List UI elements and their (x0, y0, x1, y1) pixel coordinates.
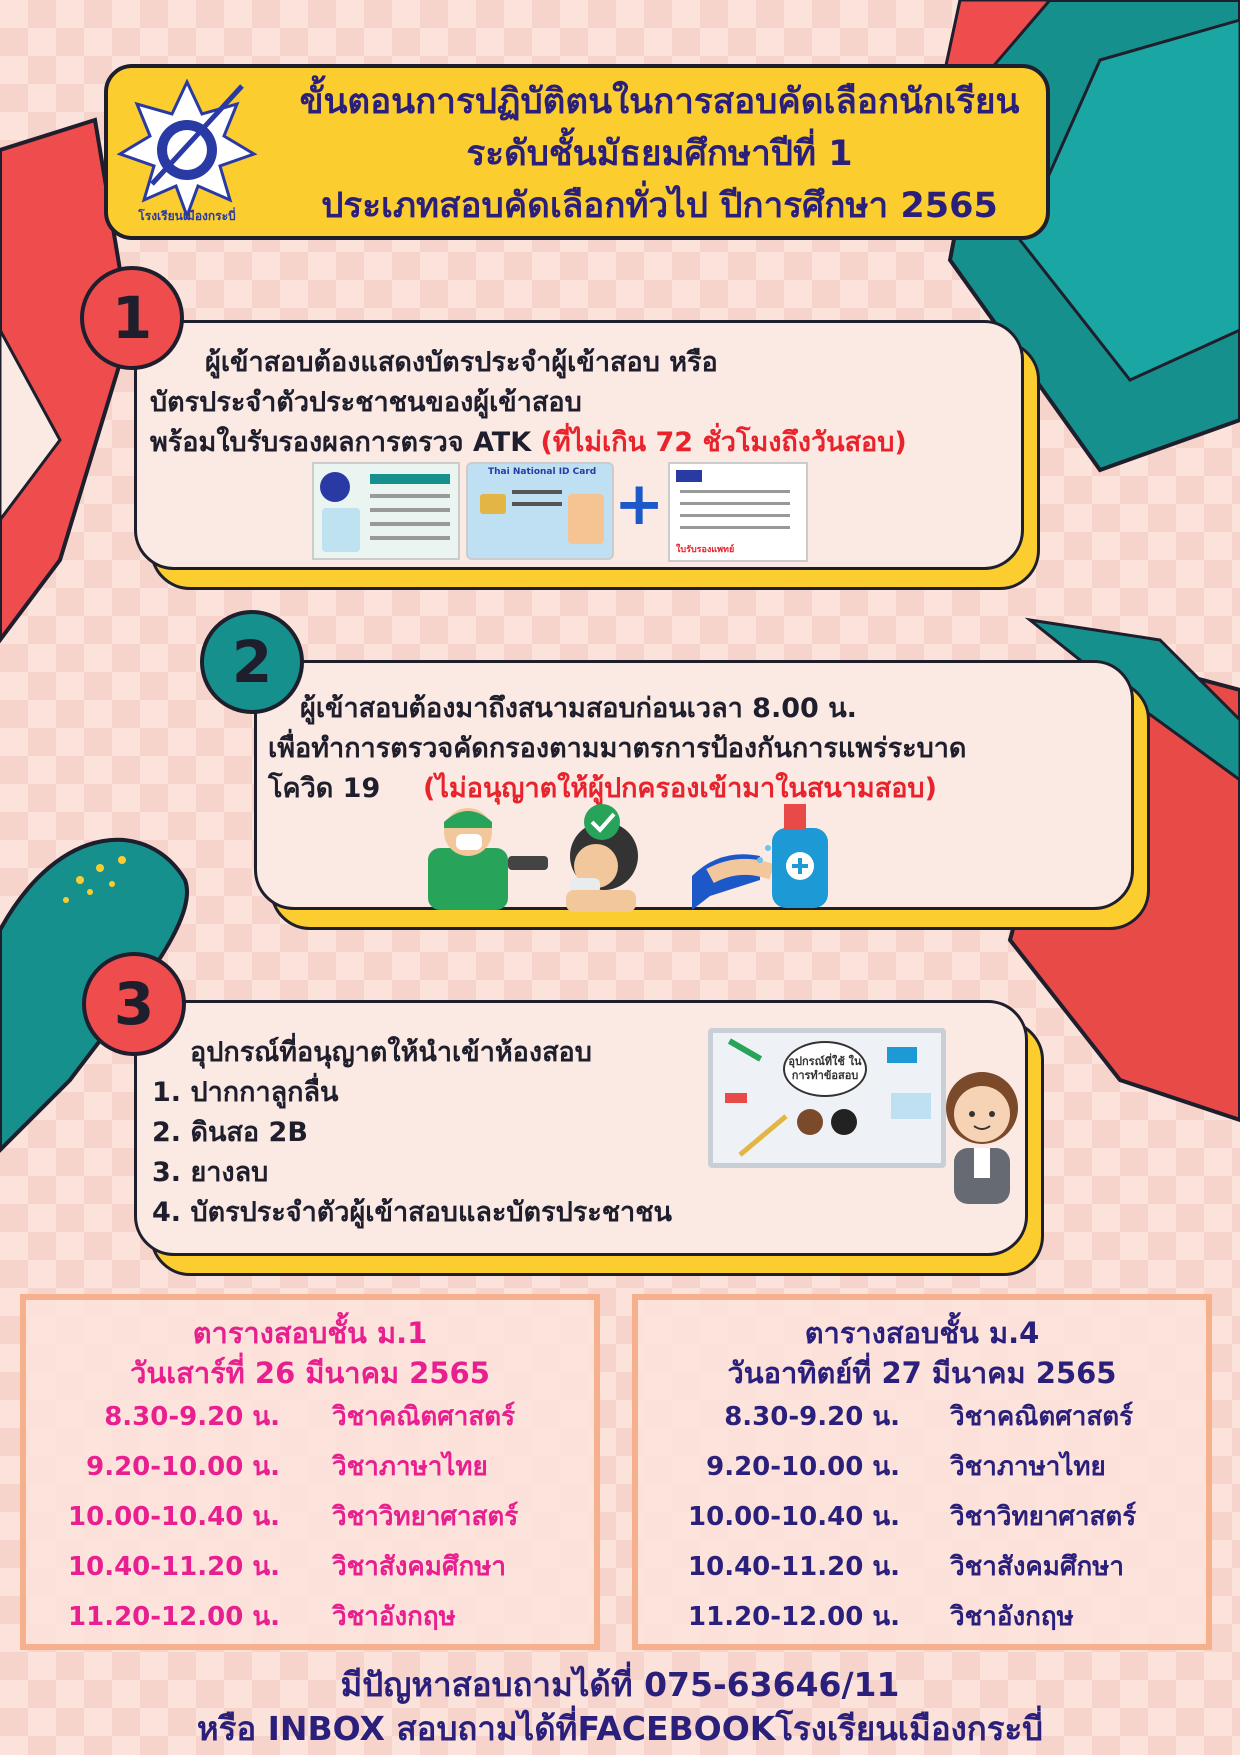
m4-time-4: 10.40-11.20 น. (688, 1552, 900, 1582)
contact-phone: มีปัญหาสอบถามได้ที่ 075-63646/11 (340, 1665, 900, 1704)
m1-subject-2: วิชาภาษาไทย (332, 1452, 488, 1482)
schedule-m1-date: วันเสาร์ที่ 26 มีนาคม 2565 (130, 1356, 490, 1390)
plus-icon: + (614, 469, 665, 539)
step1-line-1: ผู้เข้าสอบต้องแสดงบัตรประจำผู้เข้าสอบ หรือ (205, 347, 718, 378)
m1-time-3: 10.00-10.40 น. (68, 1502, 280, 1532)
teacher-illustration (936, 1064, 1028, 1204)
m1-subject-3: วิชาวิทยาศาสตร์ (332, 1502, 519, 1532)
exam-card-image (312, 462, 460, 560)
step3-number: 3 (82, 952, 186, 1056)
contact-facebook: หรือ INBOX สอบถามได้ที่FACEBOOKโรงเรียนเมืองกระบี่ (196, 1709, 1044, 1748)
step1-number: 1 (80, 266, 184, 370)
school-logo (112, 74, 262, 224)
m4-subject-5: วิชาอังกฤษ (950, 1602, 1074, 1632)
m4-subject-2: วิชาภาษาไทย (950, 1452, 1106, 1482)
m4-time-1: 8.30-9.20 น. (724, 1402, 900, 1432)
m1-time-2: 9.20-10.00 น. (86, 1452, 280, 1482)
m4-time-2: 9.20-10.00 น. (706, 1452, 900, 1482)
step2-line-3-text: โควิด 19 (268, 773, 381, 804)
step3-line-2: 1. ปากกาลูกลื่น (152, 1077, 339, 1108)
step3-line-1: อุปกรณ์ที่อนุญาตให้นำเข้าห้องสอบ (190, 1037, 592, 1068)
atk-certificate-image (668, 462, 808, 562)
step2-line-2: เพื่อทำการตรวจคัดกรองตามมาตรการป้องกันการแพร่ระบาด (268, 733, 967, 764)
m4-time-5: 11.20-12.00 น. (688, 1602, 900, 1632)
logo-text: โรงเรียนเมืองกระบี่ (138, 209, 236, 223)
step1-line-2: บัตรประจำตัวประชาชนของผู้เข้าสอบ (150, 387, 582, 418)
id-card-label: Thai National ID Card (488, 467, 597, 477)
step2-highlight: (ไม่อนุญาตให้ผู้ปกครองเข้ามาในสนามสอบ) (423, 773, 937, 804)
m1-time-4: 10.40-11.20 น. (68, 1552, 280, 1582)
whiteboard-illustration (708, 1028, 946, 1168)
screening-illustration (420, 800, 840, 912)
schedule-m4-title: ตารางสอบชั้น ม.4 (804, 1316, 1040, 1350)
step3-line-4: 3. ยางลบ (152, 1157, 269, 1188)
m4-subject-3: วิชาวิทยาศาสตร์ (950, 1502, 1137, 1532)
step3-line-3: 2. ดินสอ 2B (152, 1117, 308, 1148)
step3-line-5: 4. บัตรประจำตัวผู้เข้าสอบและบัตรประชาชน (152, 1197, 672, 1228)
step2-number: 2 (200, 610, 304, 714)
id-card-image (466, 462, 614, 560)
schedule-m4-date: วันอาทิตย์ที่ 27 มีนาคม 2565 (727, 1356, 1117, 1390)
board-label: อุปกรณ์ที่ใช้ ในการทำข้อสอบ (783, 1041, 867, 1097)
step1-line-3-text: พร้อมใบรับรองผลการตรวจ ATK (150, 427, 532, 458)
schedule-m1-title: ตารางสอบชั้น ม.1 (192, 1316, 428, 1350)
m4-subject-4: วิชาสังคมศึกษา (950, 1552, 1124, 1582)
m1-subject-5: วิชาอังกฤษ (332, 1602, 456, 1632)
title-line-1: ขั้นตอนการปฏิบัติตนในการสอบคัดเลือกนักเรียน (299, 82, 1020, 122)
step1-line-3 (150, 420, 907, 463)
step1-highlight: (ที่ไม่เกิน 72 ชั่วโมงถึงวันสอบ) (540, 427, 907, 458)
m1-subject-4: วิชาสังคมศึกษา (332, 1552, 506, 1582)
m1-time-1: 8.30-9.20 น. (104, 1402, 280, 1432)
m4-time-3: 10.00-10.40 น. (688, 1502, 900, 1532)
title-line-2: ระดับชั้นมัธยมศึกษาปีที่ 1 (466, 134, 853, 174)
cert-label: ใบรับรองแพทย์ (676, 545, 735, 555)
step2-line-1: ผู้เข้าสอบต้องมาถึงสนามสอบก่อนเวลา 8.00 น. (300, 693, 857, 724)
m1-subject-1: วิชาคณิตศาสตร์ (332, 1402, 516, 1432)
m4-subject-1: วิชาคณิตศาสตร์ (950, 1402, 1134, 1432)
m1-time-5: 11.20-12.00 น. (68, 1602, 280, 1632)
title-line-3: ประเภทสอบคัดเลือกทั่วไป ปีการศึกษา 2565 (321, 186, 998, 226)
